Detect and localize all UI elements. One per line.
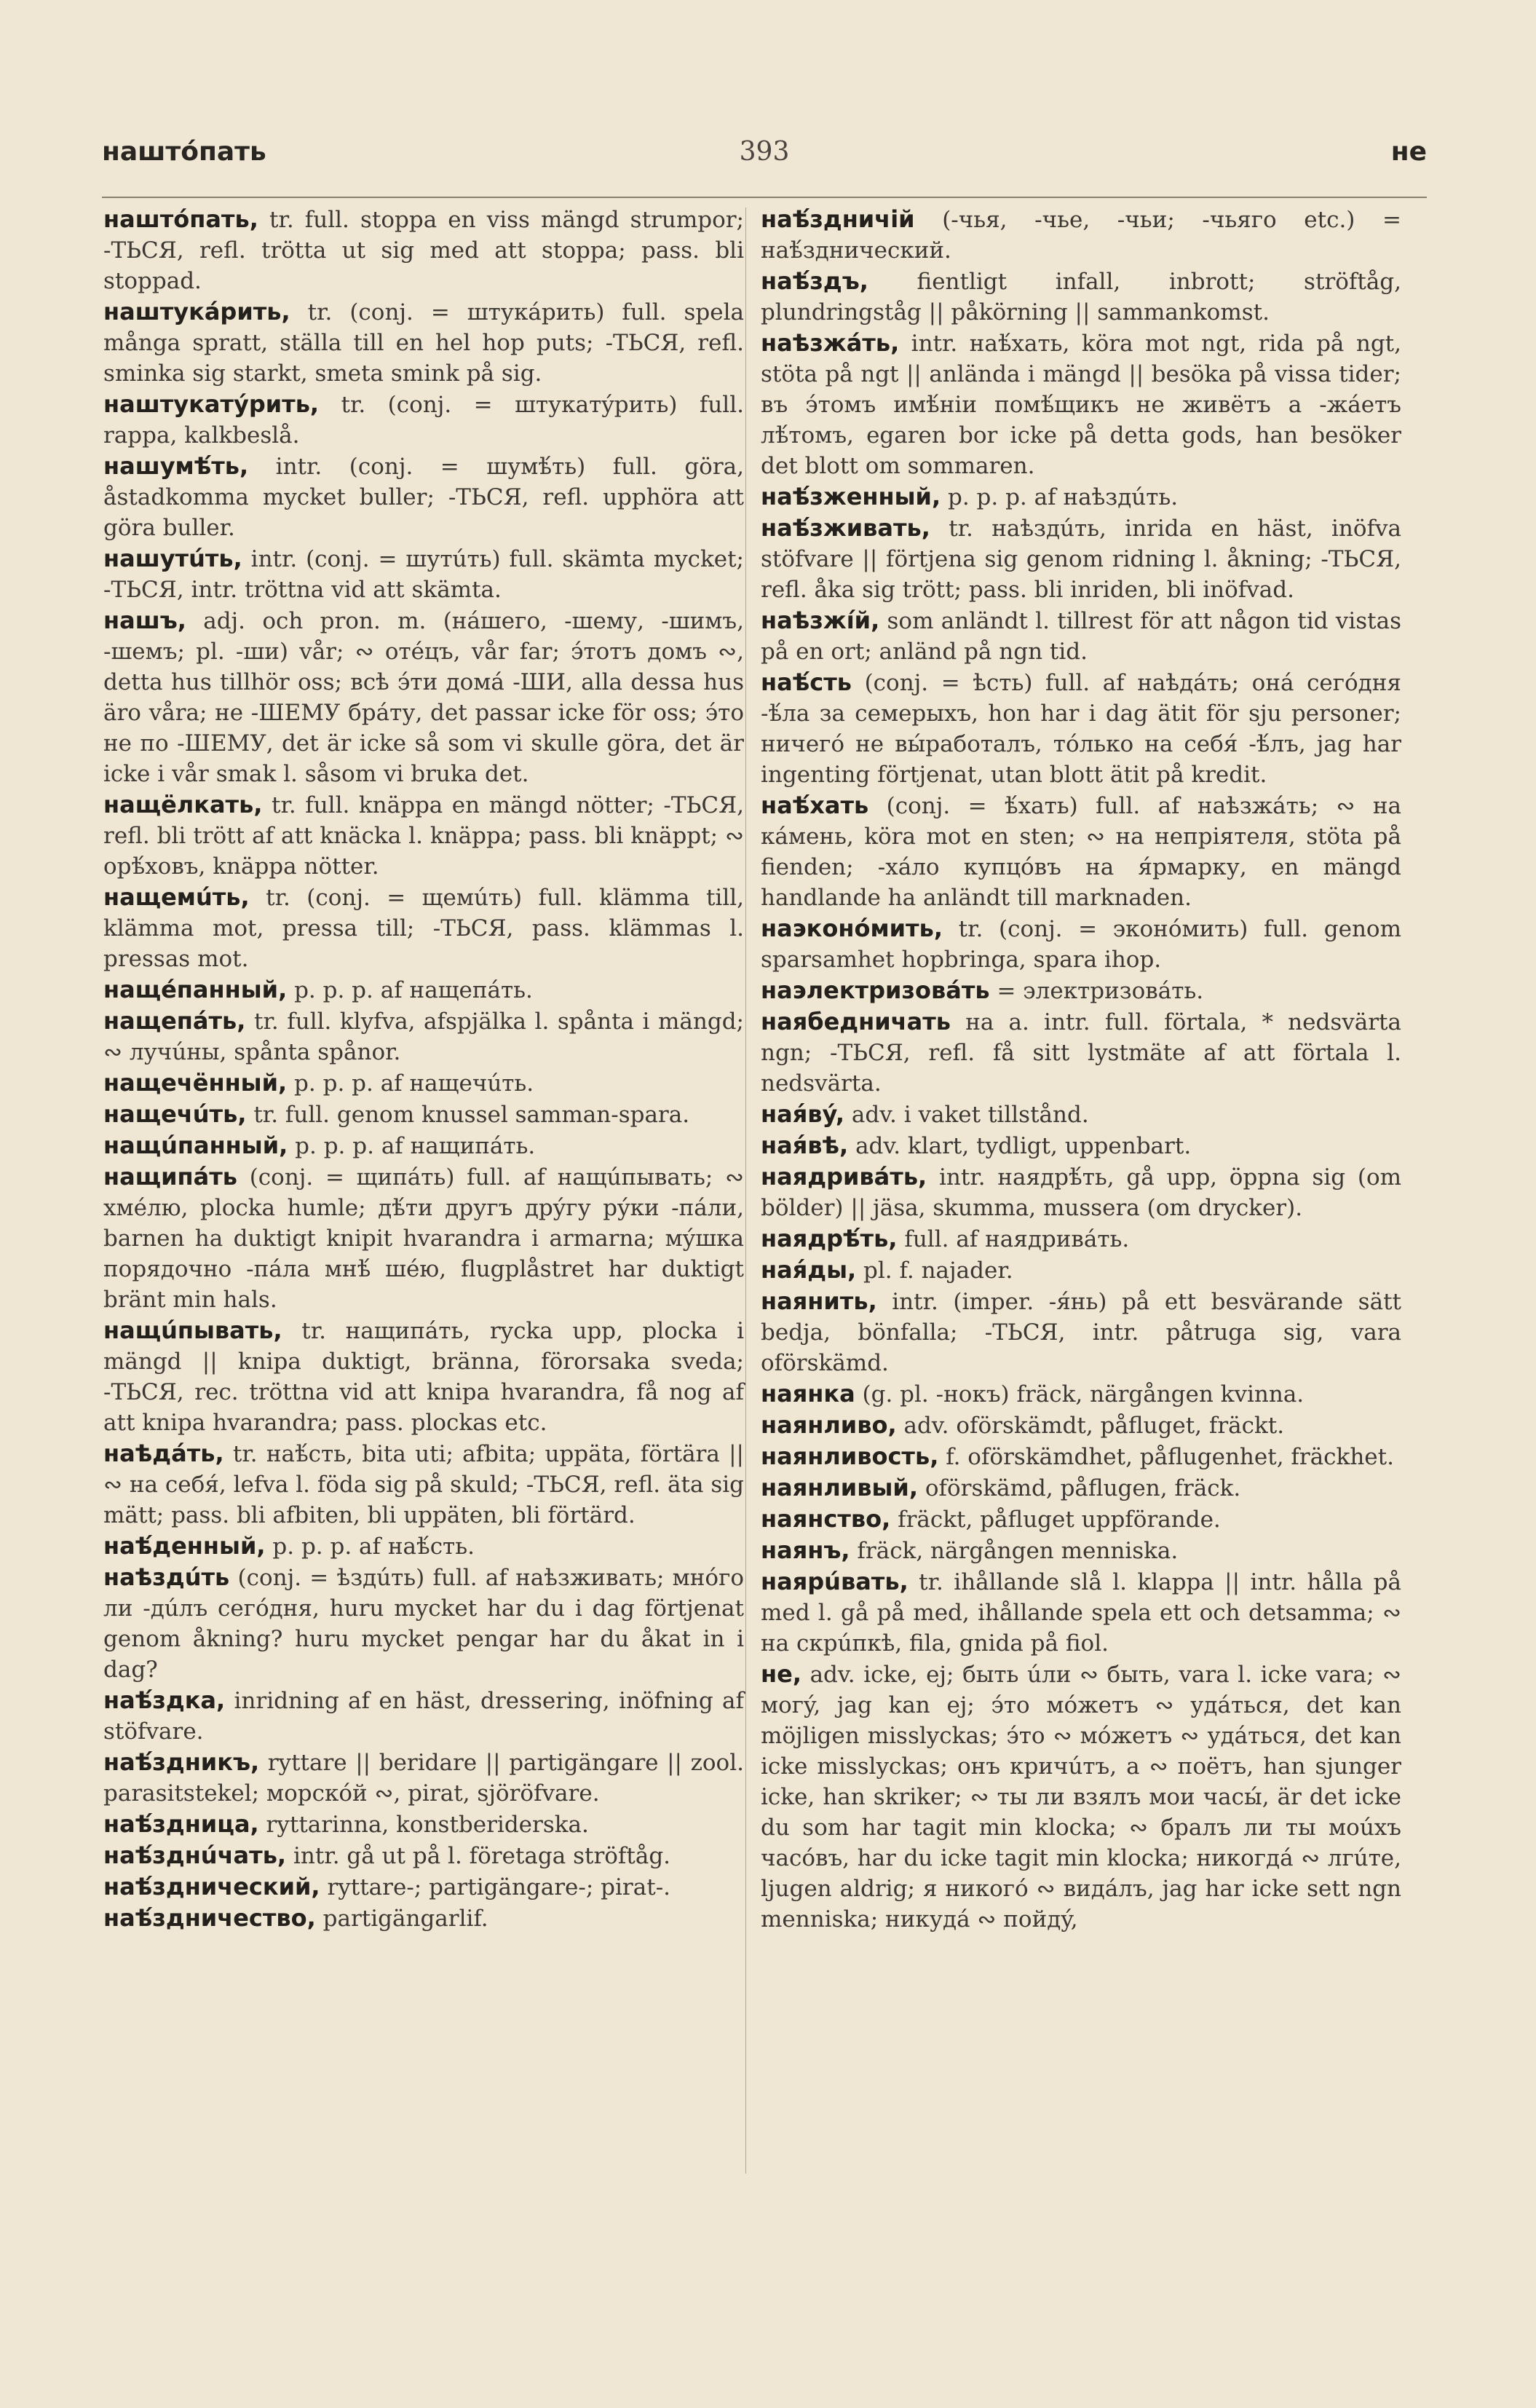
entry-definition: (g. pl. -нокъ) fräck, närgången kvinna. (862, 1381, 1305, 1408)
entry-definition: adv. i vaket tillstånd. (851, 1102, 1089, 1128)
entry-definition: = электризовáть. (997, 978, 1204, 1004)
dictionary-entry (761, 790, 1401, 913)
dictionary-entry (761, 913, 1401, 975)
dictionary-entry (761, 1441, 1401, 1472)
dictionary-entry (761, 1504, 1401, 1535)
entry-definition: p. p. p. af нащипáть. (295, 1133, 536, 1159)
entry-headword: наѣ́зженный, (761, 483, 941, 510)
running-head-right: не (1390, 137, 1427, 167)
page-number: 393 (739, 137, 790, 167)
entry-definition: на a. intr. full. förtala, * nedsvärta ngn; -ТЬСЯ, refl. få sitt lystmäte af att förtala l. nedsvärta. (761, 1009, 1401, 1097)
dictionary-entry (103, 1562, 744, 1685)
dictionary-entry (103, 1747, 744, 1809)
dictionary-entry (761, 1130, 1401, 1161)
entry-headword: нашъ, (103, 607, 186, 634)
entry-definition: adv. icke, ej; быть úли ∾ быть, vara l. icke vara; ∾ могý, jag kan ej; э́то мóжетъ ∾ удáться, det kan möjligen misslyckas; э́то ∾ мóжетъ ∾ удáться, det kan icke misslyckas; онъ кричúтъ, а ∾ поётъ, han sjunger icke, han skriker; ∾ ты ли взялъ мои часы́, är det icke du som har tagit min klocka; ∾ бралъ ли ты моúхъ часóвъ, har du icke tagit min klocka; никогдá ∾ лгúте, ljugen aldrig; я никогó ∾ видáлъ, jag har icke sett ngn menniska; никудá ∾ пойдý, (761, 1662, 1401, 1933)
entry-headword: наѣзжíй, (761, 607, 880, 634)
right-column (761, 204, 1401, 1935)
dictionary-entry (103, 543, 744, 605)
dictionary-entry (761, 1472, 1401, 1504)
entry-definition: tr. (conj. = щемúть) full. klämma till, klämma mot, pressa till; -ТЬСЯ, pass. klämmas l. pressas mot. (103, 885, 745, 972)
entry-headword: наѣ́хать (761, 792, 869, 819)
dictionary-entry (761, 1410, 1401, 1441)
dictionary-entry (103, 789, 744, 882)
entry-headword: наярúвать, (761, 1568, 908, 1595)
entry-definition: tr. full. genom knussel samman-spara. (253, 1102, 690, 1128)
dictionary-entry (103, 1099, 744, 1130)
entry-definition: fräck, närgången menniska. (857, 1538, 1179, 1564)
entry-definition: intr. (conj. = шумѣ́ть) full. göra, åstadkomma mycket buller; -ТЬСЯ, refl. upphöra att göra buller. (103, 454, 744, 541)
dictionary-entry (761, 1161, 1401, 1223)
entry-headword: нащечённый, (103, 1069, 288, 1097)
entry-headword: наядривáть, (761, 1163, 927, 1191)
entry-headword: наѣ́зживать, (761, 514, 930, 542)
dictionary-entry (761, 1535, 1401, 1566)
entry-definition: pl. f. najader. (863, 1258, 1013, 1284)
entry-headword: наѣ́здникъ, (103, 1748, 260, 1776)
entry-definition: (conj. = ѣсть) full. af наѣдáть; онá сегóдня -ѣ́ла за семерыхъ, hon har i dag ätit för sju personer; ничегó не вы́работалъ, тóлько на себя́ -ѣ́лъ, jag har ingenting förtjenat, utan blott ätit på kredit. (761, 670, 1401, 788)
dictionary-entry (761, 513, 1401, 605)
dictionary-entry (761, 975, 1401, 1006)
entry-headword: нащéпанный, (103, 976, 288, 1003)
dictionary-entry (103, 1840, 744, 1871)
entry-headword: не, (761, 1660, 801, 1688)
entry-headword: наѣ́денный, (103, 1532, 266, 1560)
entry-headword: наштукатýрить, (103, 390, 320, 418)
entry-definition: partigängarlif. (322, 1906, 488, 1932)
entry-definition: intr. наѣ́хать, köra mot ngt, rida på ngt, stöta på ngt || anlända i mängd || besöka på vissa tider; въ э́томъ имѣ́ніи помѣ́щикъ не живётъ а -жáетъ лѣ́томъ, egaren bor icke på detta gods, han besöker det blott om sommaren. (761, 331, 1401, 479)
dictionary-entry (103, 451, 744, 543)
entry-headword: нащипáть (103, 1163, 237, 1191)
entry-definition: (conj. = ѣздúть) full. af наѣзживать; мнóго ли -дúлъ сегóдня, huru mycket har du i dag förtjenat genom åkning? huru mycket pengar har du åkat in i dag? (103, 1565, 744, 1683)
dictionary-entry (761, 1099, 1401, 1130)
entry-definition: (-чья, -чье, -чьи; -чьяго etc.) = наѣ́зднический. (761, 207, 1401, 264)
entry-headword: нашумѣ́ть, (103, 452, 249, 480)
entry-definition: tr. full. knäppa en mängd nötter; -ТЬСЯ, refl. bli trött af att knäcka l. knäppa; pass. bli knäppt; ∾ орѣ́ховъ, knäppa nötter. (103, 792, 744, 880)
entry-definition: p. p. p. af нащечúть. (294, 1070, 534, 1097)
entry-definition: p. p. p. af нащепáть. (294, 977, 533, 1003)
dictionary-entry (103, 882, 744, 974)
entry-definition: som anländt l. tillrest för att någon tid vistas på en ort; anländ på ngn tid. (761, 608, 1401, 665)
dictionary-entry (761, 1378, 1401, 1410)
dictionary-entry (103, 1685, 744, 1747)
entry-definition: tr. (conj. = штукáрить) full. spela många spratt, ställa till en hel hop puts; -ТЬСЯ, refl. sminka sig starkt, smeta smink på sig. (103, 299, 744, 387)
running-head-left: наштóпать (102, 137, 266, 167)
page-header (102, 137, 1427, 181)
dictionary-entry (103, 605, 744, 789)
entry-definition: ryttarinna, konstberiderska. (266, 1812, 589, 1838)
entry-definition: oförskämd, påflugen, fräck. (925, 1475, 1241, 1501)
entry-headword: наѣ́здничій (761, 205, 915, 233)
dictionary-entry (761, 204, 1401, 266)
dictionary-entry (103, 1903, 744, 1934)
entry-headword: наѣ́здъ, (761, 267, 868, 295)
entry-headword: наѣзжáть, (761, 329, 900, 357)
entry-headword: ная́вѣ, (761, 1132, 849, 1159)
dictionary-entry (103, 1809, 744, 1840)
entry-definition: tr. ihållande slå l. klappa || intr. hålla på med l. gå på med, ihållande spela ett och detsamma; ∾ на скрúпкѣ, fila, gnida på fiol. (761, 1569, 1402, 1657)
dictionary-entry (103, 204, 744, 296)
entry-definition: p. p. p. af наѣ́сть. (272, 1533, 475, 1560)
dictionary-entry (103, 1161, 744, 1315)
entry-headword: наядрѣ́ть, (761, 1225, 898, 1252)
entry-headword: наѣ́здница, (103, 1810, 259, 1838)
entry-headword: нащёлкать, (103, 791, 263, 818)
entry-definition: tr. наѣ́сть, bita uti; afbita; uppäta, förtära || ∾ на себя́, lefva l. föda sig på skuld; -ТЬСЯ, refl. äta sig mätt; pass. bli afbiten, bli uppäten, bli förtärd. (103, 1441, 744, 1528)
entry-definition: tr. нащипáть, rycka upp, plocka i mängd || knipa duktigt, bränna, förorsaka sveda; -ТЬСЯ, rec. tröttna vid att knipa hvarandra, få nog af att knipa hvarandra; pass. plockas etc. (103, 1318, 744, 1436)
dictionary-entry (761, 481, 1401, 513)
dictionary-entry (761, 266, 1401, 328)
entry-definition: intr. наядрѣ́ть, gå upp, öppna sig (om bölder) || jäsa, skumma, mussera (om drycker). (761, 1164, 1402, 1221)
entry-definition: adv. klart, tydligt, uppenbart. (855, 1133, 1192, 1159)
dictionary-entry (761, 667, 1401, 790)
entry-headword: наянливый, (761, 1474, 918, 1501)
dictionary-entry (761, 1006, 1401, 1099)
entry-headword: наѣ́здка, (103, 1686, 226, 1714)
entry-definition: adj. och pron. m. (нáшего, -шему, -шимъ, -шемъ; pl. -ши) vår; ∾ отéцъ, vår far; э́тотъ домъ ∾, detta hus tillhör oss; всѣ э́ти домá -ШИ, alla dessa hus äro våra; не -ШЕМУ брáту, det passar icke för oss; э́то не по -ШЕМУ, det är icke så som vi skulle göra, det är icke i vår smak l. såsom vi bruka det. (103, 608, 744, 787)
entry-definition: tr. full. stoppa en viss mängd strumpor; -ТЬСЯ, refl. trötta ut sig med att stoppa; pass. bli stoppad. (103, 207, 745, 294)
entry-headword: наѣ́зднический, (103, 1873, 320, 1900)
entry-headword: наянство, (761, 1505, 891, 1533)
entry-headword: нащепáть, (103, 1007, 246, 1035)
entry-definition: tr. full. klyfva, afspjälka l. spånta i mängd; ∾ лучúны, spånta spånor. (103, 1008, 744, 1065)
entry-headword: наянка (761, 1380, 855, 1408)
dictionary-entry (103, 974, 744, 1006)
entry-headword: наштукáрить, (103, 298, 290, 325)
entry-definition: ryttare-; partigängare-; pirat-. (327, 1874, 671, 1900)
entry-headword: ная́ды, (761, 1256, 857, 1284)
entry-headword: нащечúть, (103, 1100, 247, 1128)
dictionary-entry (761, 1286, 1401, 1378)
dictionary-entry (761, 1255, 1401, 1286)
entry-headword: нащúпывать, (103, 1316, 282, 1344)
dictionary-entry (103, 296, 744, 389)
column-divider (745, 208, 746, 2174)
entry-headword: наянливость, (761, 1442, 939, 1470)
entry-definition: tr. (conj. = штукатýрить) full. rappa, kalkbeslå. (103, 392, 744, 449)
entry-headword: наябедничать (761, 1008, 951, 1035)
entry-headword: наэлектризовáть (761, 976, 990, 1004)
entry-headword: наянливо, (761, 1411, 897, 1439)
entry-definition: inridning af en häst, dressering, inöfning af stöfvare. (103, 1688, 745, 1745)
dictionary-entry (761, 605, 1401, 667)
entry-definition: tr. (conj. = эконóмить) full. genom sparsamhet hopbringa, spara ihop. (761, 916, 1401, 973)
entry-definition: intr. gå ut på l. företaga ströftåg. (293, 1843, 671, 1869)
entry-headword: наѣ́сть (761, 668, 852, 696)
dictionary-entry (761, 1566, 1401, 1659)
entry-headword: наѣдáть, (103, 1440, 224, 1467)
entry-definition: f. oförskämdhet, påflugenhet, fräckhet. (946, 1444, 1394, 1470)
entry-headword: наэконóмить, (761, 915, 943, 942)
dictionary-entry (103, 1067, 744, 1099)
entry-definition: tr. наѣздúть, inrida en häst, inöfva stöfvare || förtjena sig genom ridning l. åkning; -ТЬСЯ, refl. åka sig trött; pass. bli inriden, bli inöfvad. (761, 516, 1401, 603)
dictionary-entry (761, 328, 1401, 481)
entry-definition: p. p. p. af наѣздúть. (947, 484, 1179, 510)
dictionary-entry (103, 1438, 744, 1531)
entry-definition: fräckt, påfluget uppförande. (898, 1507, 1221, 1533)
dictionary-entry (103, 389, 744, 451)
entry-headword: наѣздúть (103, 1563, 230, 1591)
entry-definition: (conj. = щипáть) full. af нащúпывать; ∾ хмéлю, plocka humle; дѣ́ти другъ дрýгу рýки -пáли, barnen ha duktigt knipit hvarandra i armarna; мýшка порядочно -пáла мнѣ́ шéю, flugplåstret har duktigt bränt min hals. (103, 1164, 744, 1313)
entry-definition: ryttare || beridare || partigängare || zool. parasitstekel; морскóй ∾, pirat, sjöröfvare. (103, 1750, 744, 1807)
left-column (103, 204, 744, 1934)
entry-headword: наянъ, (761, 1536, 850, 1564)
entry-definition: adv. oförskämdt, påfluget, fräckt. (903, 1413, 1285, 1439)
dictionary-entry (103, 1130, 744, 1161)
entry-headword: нашутúть, (103, 545, 242, 572)
dictionary-entry (103, 1871, 744, 1903)
entry-definition: fientligt infall, inbrott; ströftåg, plundringståg || påkörning || sammankomst. (761, 269, 1401, 325)
entry-definition: intr. (imper. -я́нь) på ett besvärande sätt bedja, bönfalla; -ТЬСЯ, intr. påtruga sig, vara oförskämd. (761, 1289, 1401, 1376)
dictionary-entry (761, 1659, 1401, 1935)
entry-headword: наѣ́зднúчать, (103, 1841, 287, 1869)
dictionary-entry (103, 1531, 744, 1562)
dictionary-entry (761, 1223, 1401, 1255)
entry-headword: наѣ́здничество, (103, 1904, 316, 1932)
entry-headword: ная́вý, (761, 1100, 845, 1128)
entry-definition: (conj. = ѣ́хать) full. af наѣзжáть; ∾ на кáмень, köra mot en sten; ∾ на непріятеля, stöta på fienden; -хáло купцóвъ на я́рмарку, en mängd handlande ha anländt till marknaden. (761, 793, 1402, 911)
entry-headword: наянить, (761, 1287, 877, 1315)
header-rule (102, 197, 1427, 198)
dictionary-entry (103, 1006, 744, 1067)
entry-definition: full. af наядривáть. (904, 1226, 1130, 1252)
dictionary-entry (103, 1315, 744, 1438)
entry-headword: нащемúть, (103, 883, 250, 911)
entry-headword: нащúпанный, (103, 1132, 288, 1159)
entry-definition: intr. (conj. = шутúть) full. skämta mycket; -ТЬСЯ, intr. tröttna vid att skämta. (103, 546, 744, 603)
entry-headword: наштóпать, (103, 205, 258, 233)
